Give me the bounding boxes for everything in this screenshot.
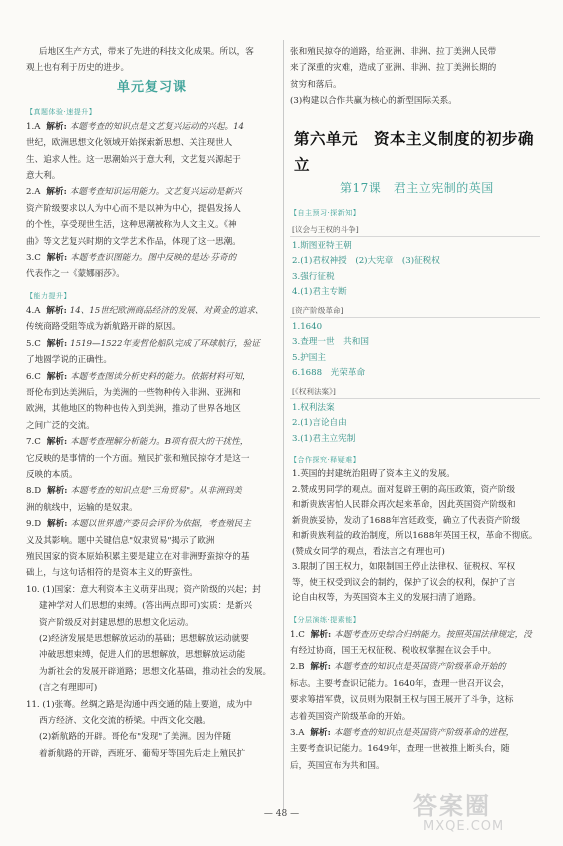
analysis-text: 本题考查图读分析史料的能力。依据材料可知，	[70, 371, 251, 382]
answer-item	[26, 516, 278, 532]
answer-number: 2.B	[290, 662, 305, 673]
section-tag: 【合作探究·释疑难】	[290, 456, 361, 465]
answer-number: 1.A	[26, 121, 41, 132]
q11-line: 着新航路的开辟，西班牙、葡萄牙等国先后走上殖民扩	[39, 748, 246, 759]
question-10: 10. (1)国家：意大利资本主义萌芽出现；资产阶级的兴起；封	[26, 584, 261, 595]
box-label: [资产阶级革命]	[290, 304, 540, 318]
column-divider	[283, 40, 284, 810]
answer-item	[26, 250, 278, 266]
analysis-text: 14、15世纪欧洲商品经济的发展、对黄金的追求、	[69, 305, 264, 316]
section-tag: 【能力提升】	[26, 291, 71, 300]
analysis-label: 解析:	[310, 728, 331, 739]
analysis-label: 解析:	[46, 437, 68, 448]
analysis-label: 解析:	[310, 629, 332, 640]
analysis-line: 要求筹措军费，议员则为限制王权与国王展开了斗争，这标	[290, 695, 514, 706]
analysis-label: 解析:	[46, 253, 68, 264]
analysis-line: 的个性，享受现世生活，这种思潮被称为人文主义。《神	[26, 220, 237, 231]
analysis-text: 本题考查的知识点是英国资产阶级革命的进程，	[333, 728, 515, 739]
box-label: [《权利法案》]	[290, 385, 540, 399]
analysis-label: 解析:	[47, 519, 68, 530]
q10-line: (1)国家：意大利资本主义萌芽出现；资产阶级的兴起；封	[42, 584, 261, 595]
q10-line: (言之有理即可)	[39, 683, 98, 694]
analysis-text: 本题以世界遗产委员会评价为依据，考查殖民主	[70, 519, 251, 530]
analysis-line: 志着英国资产阶级革命的开始。	[290, 711, 411, 722]
answer-line: 6.1688 光荣革命	[292, 368, 366, 379]
section-tag: 【自主预习·探新知】	[290, 208, 361, 217]
analysis-line: 哥伦布到达美洲后，为美洲的一些物种传入非洲、亚洲和	[26, 387, 241, 398]
answer-number: 7.C	[26, 437, 41, 448]
answer-number: 3.C	[26, 253, 41, 264]
answer-line: 3.限制了国王权力，如限制国王停止法律权、征税权、军权	[292, 562, 516, 573]
answer-line: 2.(1)君权神授 (2)大宪章 (3)征税权	[292, 256, 440, 267]
right-column	[290, 44, 540, 774]
q10-line: 建神学对人们思想的束缚。(答出两点即可)实质：是新兴	[39, 601, 252, 612]
section-tag: 【分层演练·提素能】	[290, 615, 361, 624]
q11-line: (2)新航路的开辟。哥伦布"发现"了美洲。因为伴随	[39, 732, 231, 743]
answer-line: 论自由权等，为英国资本主义的发展扫清了道路。	[292, 593, 482, 604]
left-column	[26, 44, 278, 762]
analysis-line: 有经过协商，国王无权征税、税收权掌握在议会手中。	[290, 646, 497, 657]
analysis-line: 标志。主要考查识记能力。1640年，查理一世召开议会，	[290, 678, 510, 689]
unit-title: 第六单元 资本主义制度的初步确立	[294, 128, 535, 174]
q10-line: 为新社会的发展开辟道路；思想文化基础，推动社会的发展。	[39, 666, 272, 677]
analysis-label: 解析:	[46, 187, 67, 198]
answer-number: 5.C	[26, 338, 41, 349]
analysis-line: 之间广泛的交流。	[26, 420, 95, 431]
q10-line: 资产阶级反对封建思想的思想文化运动。	[39, 617, 194, 628]
answer-number: 3.A	[290, 728, 305, 739]
answer-line: 新贵族妥协，发动了1688年宫廷政变，确立了代表资产阶级	[292, 515, 521, 526]
analysis-text: 本题考查理解分析能力。B项有很大的干扰性，	[70, 437, 249, 448]
box-label: [议会与王权的斗争]	[290, 223, 540, 237]
answer-line: 4.(1)君主专断	[292, 287, 347, 298]
analysis-label: 解析:	[46, 338, 68, 349]
analysis-line: 生、追求人性。这一思潮始兴于意大利，文艺复兴源起于	[26, 154, 241, 165]
answer-line: 1.斯图亚特王朝	[292, 240, 352, 251]
analysis-label: 解析:	[310, 662, 331, 673]
analysis-text: 本题考查的知识点是文艺复兴运动的兴起。14	[69, 121, 244, 132]
answer-line: 3.(1)君主立宪制	[292, 433, 356, 444]
answer-list	[26, 119, 278, 582]
analysis-line: 意大利。	[26, 171, 61, 182]
analysis-line: 代表作之一《蒙娜丽莎》。	[26, 269, 125, 280]
answer-number: 2.A	[26, 187, 41, 198]
answer-number: 8.D	[26, 486, 42, 497]
answer-number: 9.D	[26, 519, 42, 530]
answer-item	[26, 483, 278, 499]
answer-line: 1.英国的封建统治阻碍了资本主义的发展。	[292, 469, 455, 480]
analysis-line: 欧洲，其他地区的物种也传入到美洲，推动了世界各地区	[26, 404, 241, 415]
answer-item	[26, 119, 278, 135]
analysis-text: 本题考查识图能力。图中反映的是达·芬奇的	[70, 253, 237, 264]
answer-line: 等，使王权受到议会的制约，保护了议会的权利，保护了言	[292, 577, 516, 588]
section-heading: 单元复习课	[116, 79, 187, 95]
intro-line: 后地区生产方式，带来了先进的科技文化成果。所以，客	[39, 47, 254, 57]
analysis-text: 1519—1522年麦哲伦船队完成了环球航行，验证	[70, 338, 260, 349]
analysis-line: 础上，与这句话相符的是资本主义的野蛮性。	[26, 568, 198, 579]
answer-number: 1.C	[290, 629, 305, 640]
analysis-line: 了地圆学说的正确性。	[26, 355, 112, 366]
analysis-line: 主要考查识记能力。1649年，查理一世被推上断头台，随	[290, 744, 510, 755]
analysis-line: 世纪，欧洲思想文化领域开始探索新思想、关注现世人	[26, 138, 233, 149]
answer-item	[26, 184, 278, 200]
q11-line: (1)张骞。丝绸之路是沟通中西交通的陆上要道，成为中	[42, 699, 253, 710]
intro-line: 来了深重的灾难，造成了亚洲、非洲、拉丁美洲长期的	[290, 63, 497, 74]
answer-line: 3.强行征税	[292, 271, 335, 282]
answer-line: (赞成女同学的观点，看法言之有理也可)	[292, 546, 445, 557]
answer-line: 1.权利法案	[292, 402, 335, 413]
answer-line: 和新贵族害怕人民群众再次起来革命，因此英国资产阶级和	[292, 500, 516, 511]
question-11: 11. (1)张骞。丝绸之路是沟通中西交通的陆上要道，成为中	[26, 699, 253, 710]
page-number: — 48 —	[263, 809, 300, 819]
analysis-line: 曲》等文艺复兴时期的文学艺术作品，体现了这一思潮。	[26, 236, 241, 247]
answer-list	[290, 627, 540, 775]
analysis-line: 它反映的是事情的一个方面。殖民扩张和殖民掠夺才是这一	[26, 453, 250, 464]
q10-line: (2)经济发展是思想解放运动的基础；思想解放运动就要	[39, 634, 249, 644]
analysis-text: 本题考查历史综合归纳能力。按照英国法律规定，没	[334, 629, 532, 640]
analysis-text: 本题考查的知识点是英国资产阶级革命开始的	[333, 662, 506, 673]
intro-line: 张和殖民掠夺的道路，给亚洲、非洲、拉丁美洲人民带	[290, 47, 497, 57]
watermark-text: 答案圈	[413, 792, 491, 820]
watermark-logo	[413, 792, 553, 840]
answer-item	[26, 303, 278, 319]
section-tag: 【真题体验·速提升】	[26, 107, 97, 116]
answer-line: 2.赞成男同学的观点。面对复辟王朝的高压政策，资产阶级	[292, 484, 516, 495]
answer-line: 1.1640	[292, 321, 323, 332]
answer-group	[290, 320, 540, 382]
analysis-line: 义及其影响。题中关键信息"奴隶贸易"揭示了欧洲	[26, 535, 215, 546]
answer-line: 5.护国主	[292, 352, 326, 363]
answer-item	[290, 627, 540, 643]
answer-item	[290, 725, 540, 741]
answer-item	[290, 659, 540, 675]
analysis-line: 反映的本质。	[26, 469, 78, 480]
analysis-line: 后，英国宣布为共和国。	[290, 760, 385, 771]
intro-line: 观上也有利于历史的进步。	[26, 63, 130, 74]
q10-line: 冲破思想束缚，促进人们的思想解放，思想解放运动能	[39, 650, 246, 661]
answer-line: 2.(1)言论自由	[292, 418, 347, 429]
lesson-title: 第17课 君主立宪制的英国	[340, 180, 494, 195]
analysis-label: 解析:	[46, 121, 67, 132]
analysis-label: 解析:	[46, 371, 68, 382]
intro-line: (3)构建以合作共赢为核心的新型国际关系。	[290, 96, 457, 107]
analysis-line: 洲的航线中，运输的是奴隶。	[26, 502, 138, 513]
answer-group	[290, 239, 540, 301]
answer-number: 6.C	[26, 371, 41, 382]
answer-line: 3.查理一世 共和国	[292, 337, 369, 348]
analysis-line: 传统商路受阻等成为新航路开辟的原因。	[26, 322, 181, 333]
analysis-line: 资产阶级要求以人为中心而不是以神为中心，提倡发扬人	[26, 203, 241, 214]
answer-line: 和新贵族利益的政治制度，所以1688年英国王权，革命不彻底。	[292, 531, 538, 542]
answer-group	[290, 401, 540, 448]
analysis-line: 殖民国家的资本原始积累主要是建立在对非洲野蛮掠夺的基	[26, 551, 250, 562]
answer-item	[26, 369, 278, 385]
answer-group	[290, 467, 540, 607]
analysis-text: 本题考查的知识点是"三角贸易"。从非洲到美	[70, 486, 242, 497]
answer-item	[26, 336, 278, 352]
analysis-text: 本题考查知识运用能力。文艺复兴运动是新兴	[69, 187, 242, 198]
q11-line: 西方经济、文化交流的桥梁。中西文化交融。	[39, 716, 211, 727]
analysis-label: 解析:	[47, 486, 68, 497]
intro-line: 贫穷和落后。	[290, 79, 342, 90]
analysis-label: 解析:	[46, 305, 67, 316]
answer-item	[26, 434, 278, 450]
watermark-url: MXQE.COM	[423, 819, 505, 834]
answer-number: 4.A	[26, 305, 41, 316]
